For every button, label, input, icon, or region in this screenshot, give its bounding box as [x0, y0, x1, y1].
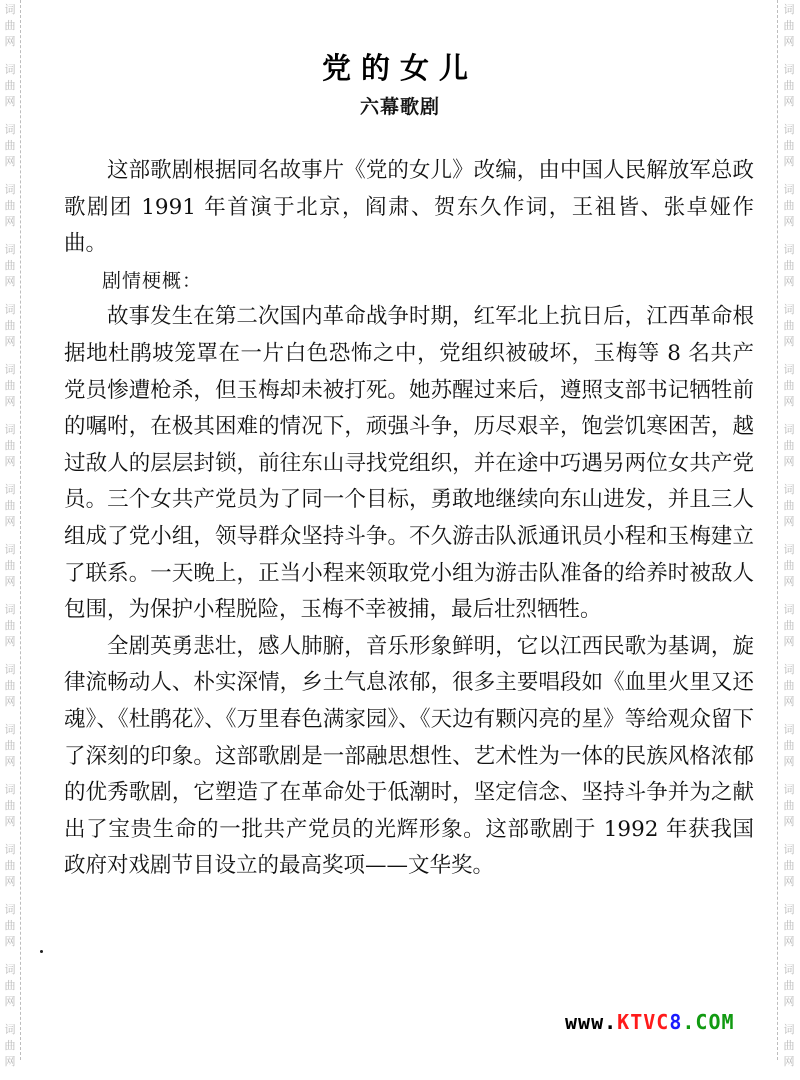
watermark-char: 网: [4, 935, 16, 948]
watermark-char: 词: [783, 903, 795, 916]
watermark-char: 词: [4, 903, 16, 916]
watermark-char: 曲: [4, 19, 16, 32]
watermark-char: 网: [4, 515, 16, 528]
watermark-char: 词: [4, 963, 16, 976]
watermark-char: 曲: [4, 499, 16, 512]
intro-paragraph: 这部歌剧根据同名故事片《党的女儿》改编，由中国人民解放军总政歌剧团 1991 年首演于北京，阎肃、贺东久作词，王祖皆、张卓娅作曲。: [64, 158, 754, 257]
watermark-char: 曲: [783, 559, 795, 572]
watermark-group: [778, 420, 800, 480]
watermark-char: 曲: [4, 79, 16, 92]
speck-mark: [40, 950, 43, 953]
watermark-char: 曲: [4, 919, 16, 932]
watermark-char: 网: [4, 35, 16, 48]
watermark-group: [778, 960, 800, 1020]
watermark-char: 词: [783, 423, 795, 436]
watermark-char: 网: [783, 275, 795, 288]
watermark-char: 网: [4, 455, 16, 468]
watermark-char: 曲: [4, 319, 16, 332]
watermark-char: 网: [783, 155, 795, 168]
watermark-char: 曲: [4, 799, 16, 812]
watermark-group: [0, 960, 20, 1020]
watermark-char: 网: [783, 1055, 795, 1068]
watermark-char: 网: [4, 695, 16, 708]
watermark-char: 词: [783, 723, 795, 736]
watermark-group: [778, 180, 800, 240]
watermark-char: 词: [783, 363, 795, 376]
watermark-char: 网: [4, 575, 16, 588]
document-body: [64, 153, 754, 885]
watermark-char: 网: [4, 815, 16, 828]
watermark-char: 词: [4, 363, 16, 376]
watermark-group: [0, 420, 20, 480]
watermark-char: 网: [783, 215, 795, 228]
watermark-char: 词: [4, 723, 16, 736]
watermark-char: 网: [4, 755, 16, 768]
watermark-group: [778, 780, 800, 840]
watermark-char: 词: [783, 483, 795, 496]
watermark-char: 词: [4, 843, 16, 856]
watermark-char: 词: [4, 423, 16, 436]
watermark-char: 网: [4, 1055, 16, 1068]
watermark-group: [0, 600, 20, 660]
watermark-char: 曲: [783, 379, 795, 392]
synopsis-label: 剧情梗概：: [102, 269, 203, 292]
watermark-char: 词: [4, 783, 16, 796]
watermark-char: 曲: [783, 79, 795, 92]
watermark-group: [0, 840, 20, 900]
watermark-group: [778, 360, 800, 420]
watermark-char: 曲: [783, 859, 795, 872]
watermark-char: 曲: [4, 559, 16, 572]
watermark-char: 曲: [783, 919, 795, 932]
watermark-char: 网: [783, 935, 795, 948]
evaluation-paragraph: 全剧英勇悲壮，感人肺腑，音乐形象鲜明，它以江西民歌为基调，旋律流畅动人、朴实深情，乡土气息浓郁，很多主要唱段如《血里火里又还魂》、《杜鹃花》、《万里春色满家园》、《天边有颗闪亮的星》等给观众留下了深刻的印象。这部歌剧是一部融思想性、艺术性为一体的民族风格浓郁的优秀歌剧，它塑造了在革命处于低潮时，坚定信念、坚持斗争并为之献出了宝贵生命的一批共产党员的光辉形象。这部歌剧于 1992 年获我国政府对戏剧节目设立的最高奖项——文华奖。: [64, 633, 754, 879]
watermark-group: [0, 900, 20, 960]
watermark-char: 网: [783, 35, 795, 48]
watermark-group: [778, 600, 800, 660]
watermark-char: 网: [4, 995, 16, 1008]
watermark-char: 曲: [4, 439, 16, 452]
watermark-group: [778, 1020, 800, 1080]
watermark-char: 曲: [4, 199, 16, 212]
watermark-char: 曲: [4, 1039, 16, 1052]
watermark-char: 曲: [783, 259, 795, 272]
watermark-char: 词: [4, 63, 16, 76]
url-part-8: 8: [669, 1010, 683, 1034]
watermark-char: 词: [783, 963, 795, 976]
watermark-group: [778, 540, 800, 600]
watermark-char: 词: [4, 543, 16, 556]
watermark-char: 曲: [783, 499, 795, 512]
watermark-char: 网: [783, 815, 795, 828]
watermark-char: 网: [783, 455, 795, 468]
watermark-char: 词: [4, 183, 16, 196]
watermark-char: 网: [783, 395, 795, 408]
watermark-group: [0, 780, 20, 840]
watermark-char: 曲: [4, 619, 16, 632]
watermark-char: 网: [783, 515, 795, 528]
url-part-com: .COM: [682, 1010, 735, 1034]
watermark-char: 网: [783, 875, 795, 888]
watermark-group: [0, 120, 20, 180]
watermark-char: 网: [4, 395, 16, 408]
watermark-char: 词: [4, 663, 16, 676]
watermark-char: 曲: [783, 139, 795, 152]
watermark-char: 网: [4, 635, 16, 648]
watermark-char: 曲: [783, 1039, 795, 1052]
watermark-group: [778, 240, 800, 300]
site-url-watermark: [565, 1010, 735, 1034]
watermark-char: 网: [783, 695, 795, 708]
watermark-char: 词: [783, 1023, 795, 1036]
watermark-group: [0, 180, 20, 240]
watermark-char: 词: [783, 123, 795, 136]
watermark-char: 曲: [783, 799, 795, 812]
watermark-char: 词: [4, 3, 16, 16]
synopsis-paragraph: 故事发生在第二次国内革命战争时期，红军北上抗日后，江西革命根据地杜鹃坡笼罩在一片白色恐怖之中，党组织被破坏，玉梅等 8 名共产党员惨遭枪杀，但玉梅却未被打死。她苏醒过来后，遵照支部书记牺牲前的嘱咐，在极其困难的情况下，顽强斗争，历尽艰辛，饱尝饥寒困苦，越过敌人的层层封锁，前往东山寻找党组织，并在途中巧遇另两位女共产党员。三个女共产党员为了同一个目标，勇敢地继续向东山进发，并且三人组成了党小组，领导群众坚持斗争。不久游击队派通讯员小程和玉梅建立了联系。一天晚上，正当小程来领取党小组为游击队准备的给养时被敌人包围，为保护小程脱险，玉梅不幸被捕，最后壮烈牺牲。: [64, 304, 754, 623]
watermark-char: 网: [4, 215, 16, 228]
watermark-char: 曲: [4, 679, 16, 692]
watermark-char: 词: [4, 603, 16, 616]
watermark-group: [0, 1020, 20, 1080]
watermark-char: 曲: [783, 679, 795, 692]
watermark-group: [0, 540, 20, 600]
watermark-char: 网: [783, 575, 795, 588]
watermark-char: 网: [4, 95, 16, 108]
watermark-column-left: [0, 0, 21, 1068]
watermark-group: [0, 480, 20, 540]
watermark-char: 曲: [783, 19, 795, 32]
watermark-char: 网: [783, 335, 795, 348]
watermark-char: 曲: [4, 979, 16, 992]
watermark-char: 网: [4, 335, 16, 348]
watermark-char: 曲: [783, 439, 795, 452]
watermark-char: 词: [4, 303, 16, 316]
watermark-char: 词: [783, 243, 795, 256]
watermark-char: 曲: [783, 739, 795, 752]
watermark-group: [778, 660, 800, 720]
watermark-char: 曲: [783, 199, 795, 212]
watermark-char: 曲: [783, 979, 795, 992]
watermark-group: [778, 900, 800, 960]
watermark-group: [0, 240, 20, 300]
watermark-char: 曲: [783, 619, 795, 632]
watermark-char: 词: [4, 483, 16, 496]
page-subtitle: 六幕歌剧: [359, 96, 440, 118]
watermark-char: 曲: [4, 739, 16, 752]
watermark-group: [778, 840, 800, 900]
watermark-char: 曲: [4, 259, 16, 272]
watermark-char: 网: [783, 995, 795, 1008]
watermark-group: [778, 120, 800, 180]
watermark-char: 曲: [4, 139, 16, 152]
watermark-char: 曲: [4, 379, 16, 392]
watermark-group: [778, 300, 800, 360]
watermark-char: 词: [4, 123, 16, 136]
watermark-group: [778, 480, 800, 540]
watermark-char: 词: [783, 3, 795, 16]
watermark-char: 网: [783, 95, 795, 108]
watermark-char: 曲: [4, 859, 16, 872]
watermark-column-right: [777, 0, 800, 1068]
watermark-char: 词: [783, 63, 795, 76]
url-part-ktvc: KTVC: [617, 1010, 670, 1034]
watermark-group: [0, 720, 20, 780]
url-part-www: www.: [565, 1010, 618, 1034]
watermark-group: [0, 300, 20, 360]
watermark-char: 网: [4, 155, 16, 168]
watermark-char: 词: [4, 243, 16, 256]
watermark-group: [0, 660, 20, 720]
watermark-char: 词: [783, 543, 795, 556]
watermark-char: 网: [4, 275, 16, 288]
watermark-char: 网: [4, 875, 16, 888]
watermark-char: 词: [783, 783, 795, 796]
watermark-group: [778, 720, 800, 780]
watermark-char: 网: [783, 755, 795, 768]
watermark-char: 词: [4, 1023, 16, 1036]
watermark-char: 网: [783, 635, 795, 648]
watermark-char: 词: [783, 303, 795, 316]
watermark-char: 词: [783, 183, 795, 196]
watermark-char: 曲: [783, 319, 795, 332]
page-title: 党的女儿: [321, 51, 478, 85]
watermark-group: [0, 360, 20, 420]
watermark-char: 词: [783, 843, 795, 856]
watermark-char: 词: [783, 603, 795, 616]
watermark-char: 词: [783, 663, 795, 676]
